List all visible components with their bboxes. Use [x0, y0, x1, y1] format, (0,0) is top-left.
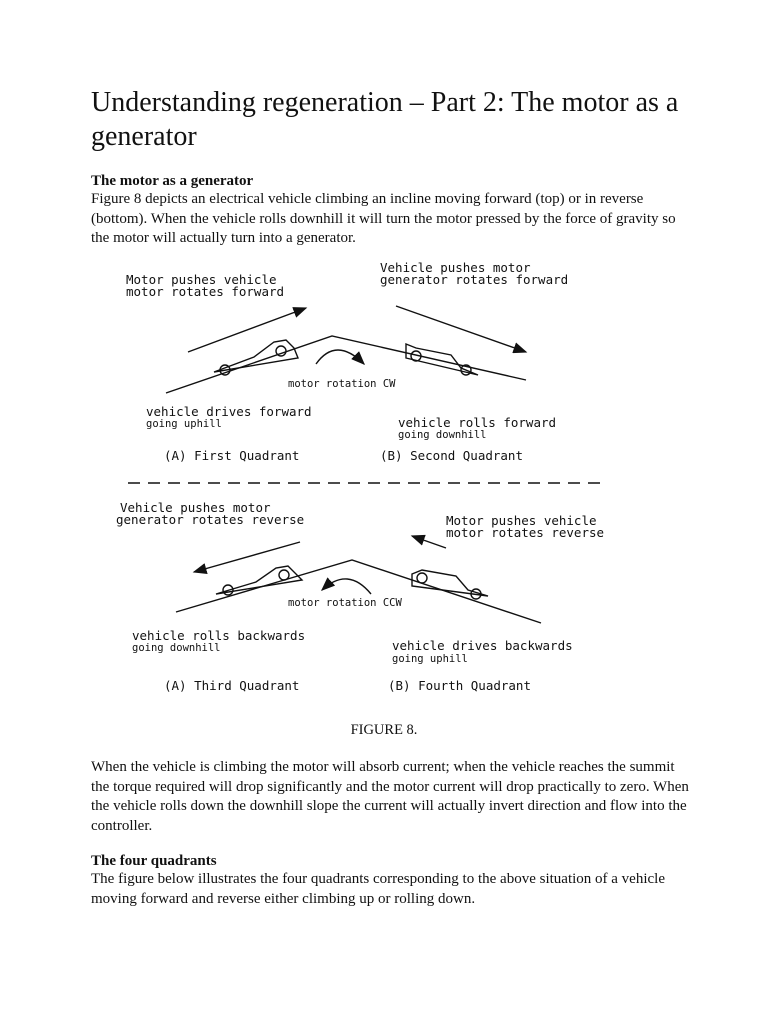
top-left-label-1: Motor pushes vehicle	[126, 272, 277, 287]
top-right-vehicle	[406, 344, 478, 375]
top-rotation-arc	[316, 350, 364, 364]
bottom-right-desc-1: vehicle drives backwards	[392, 638, 573, 653]
top-left-label-2: motor rotates forward	[126, 284, 285, 299]
top-left-arrow	[188, 308, 306, 352]
fourth-quadrant-label: (B) Fourth Quadrant	[388, 678, 531, 693]
bottom-right-desc-2: going uphill	[392, 653, 468, 665]
top-right-label-1: Vehicle pushes motor	[380, 260, 531, 275]
intro-paragraph: Figure 8 depicts an electrical vehicle climbing an incline moving forward (top) or in reverse (bottom). When the vehicle rolls downhill it will turn the motor pressed by the force of gravity so the motor will actually turn into a generator.	[91, 191, 676, 246]
four-quadrants-paragraph: The figure below illustrates the four quadrants corresponding to the above situation of a vehicle moving forward and reverse either climbing up or rolling down.	[91, 871, 665, 907]
bottom-right-arrow	[412, 536, 446, 548]
top-rotation-label: motor rotation CW	[288, 378, 396, 390]
first-quadrant-label: (A) First Quadrant	[164, 448, 300, 463]
second-quadrant-label: (B) Second Quadrant	[380, 448, 523, 463]
bottom-left-desc-2: going downhill	[132, 642, 221, 654]
bottom-rotation-arc	[322, 579, 371, 594]
third-quadrant-label: (A) Third Quadrant	[164, 678, 300, 693]
bottom-right-label-1: Motor pushes vehicle	[446, 513, 597, 528]
bottom-right-label-2: motor rotates reverse	[446, 525, 605, 540]
section-heading-motor-generator: The motor as a generator	[91, 173, 254, 189]
top-right-desc-1: vehicle rolls forward	[398, 415, 557, 430]
bottom-left-arrow	[194, 542, 300, 572]
document-title: Understanding regeneration – Part 2: The motor as a generator	[91, 87, 679, 152]
top-left-desc-2: going uphill	[146, 418, 222, 430]
top-right-label-2: generator rotates forward	[380, 272, 569, 287]
figure-caption: FIGURE 8.	[350, 722, 418, 738]
figure-8-svg	[116, 260, 653, 694]
bottom-half-quadrants	[176, 536, 541, 623]
section-heading-four-quadrants: The four quadrants	[91, 853, 217, 869]
figure-8-diagram	[116, 260, 653, 694]
top-right-arrow	[396, 306, 526, 352]
top-left-desc-1: vehicle drives forward	[146, 404, 312, 419]
bottom-rotation-label: motor rotation CCW	[288, 597, 402, 609]
top-left-vehicle	[214, 340, 298, 375]
bottom-left-desc-1: vehicle rolls backwards	[132, 628, 306, 643]
bottom-left-label-2: generator rotates reverse	[116, 512, 305, 527]
bottom-left-label-1: Vehicle pushes motor	[120, 500, 271, 515]
bottom-left-vehicle	[216, 566, 302, 595]
top-right-desc-2: going downhill	[398, 429, 487, 441]
current-paragraph: When the vehicle is climbing the motor will absorb current; when the vehicle reaches the summit the torque required will drop significantly and the motor current will drop practically to zero. When the vehicle rolls down the downhill slope the current will actually invert direction and flow into the controller.	[91, 759, 689, 834]
